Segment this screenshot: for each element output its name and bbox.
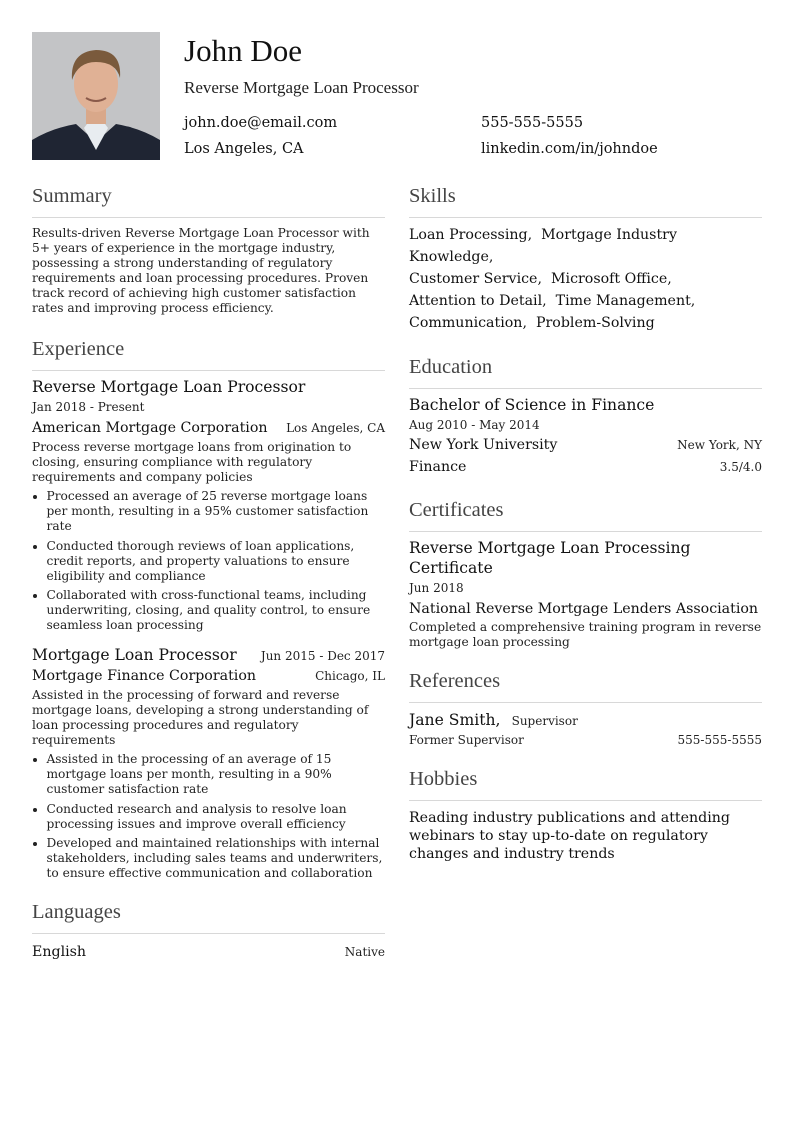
job-description: Assisted in the processing of forward and reverse mortgage loans, developing a strong understanding of loan processing procedures and regulatory requirements [32,688,369,747]
job-company: Mortgage Finance Corporation [32,668,257,684]
language-level: Native [344,945,385,959]
gpa: 3.5/4.0 [719,460,762,474]
references-heading: References [409,668,762,703]
reference-relation: Former Supervisor [409,733,524,747]
job-bullet: • Collaborated with cross-functional teams, including underwriting, closing, and quality control, to ensure seamless loan processing [47,588,386,633]
job-bullets [32,752,385,881]
summary-text: Results-driven Reverse Mortgage Loan Processor with 5+ years of experience in the mortgage industry, possessing a strong understanding of regulatory requirements and loan processing procedures. Proven track record of achieving high customer satisfaction rates and improving process efficiency. [32,226,370,315]
location: Los Angeles, CA [184,141,304,157]
job-dates: Jun 2015 - Dec 2017 [260,649,385,663]
job-bullets [32,489,385,633]
school-location: New York, NY [677,438,762,452]
job-location: Los Angeles, CA [286,421,385,435]
education-section [409,354,762,477]
profile-photo [32,32,160,160]
job-location: Chicago, IL [315,669,385,683]
reference-role: Supervisor [511,714,578,728]
reference-name: Jane Smith, [409,711,501,729]
hobbies-section [409,766,762,863]
skill-item: Communication, [409,315,527,331]
summary-section [32,183,385,316]
certificate-description: Completed a comprehensive training program in reverse mortgage loan processing [409,620,762,649]
experience-section [32,336,385,881]
certificates-section [409,497,762,650]
skill-item: Problem-Solving [535,315,655,331]
right-column [409,183,762,863]
phone-number[interactable]: 555-555-5555 [481,115,584,131]
languages-heading: Languages [32,899,385,934]
candidate-name: John Doe [184,33,302,68]
email-link[interactable]: john.doe@email.com [184,115,338,131]
skill-item: Mortgage Industry Knowledge, [409,227,677,265]
certificate-name: Reverse Mortgage Loan Processing Certificate [409,539,691,577]
hobbies-text: Reading industry publications and attending webinars to stay up-to-date on regulatory changes and industry trends [409,810,730,862]
job-entry [32,645,385,881]
skills-list [409,224,762,334]
job-title: Mortgage Loan Processor [32,646,237,664]
references-section [409,668,762,748]
language-name: English [32,944,87,960]
reference-phone: 555-555-5555 [677,733,762,747]
job-bullet: • Developed and maintained relationships with internal stakeholders, including sales teams and underwriters, to ensure effective communication and collaboration [47,836,386,881]
portrait-image [32,32,160,160]
experience-heading: Experience [32,336,385,371]
education-dates: Aug 2010 - May 2014 [409,418,540,432]
certificate-issuer: National Reverse Mortgage Lenders Association [409,601,759,617]
skills-section [409,183,762,334]
hobbies-heading: Hobbies [409,766,762,801]
languages-section [32,899,385,962]
left-column [32,183,385,962]
skills-heading: Skills [409,183,762,218]
candidate-title: Reverse Mortgage Loan Processor [184,78,419,97]
school-name: New York University [409,437,558,453]
degree: Bachelor of Science in Finance [409,396,655,414]
job-bullet: • Processed an average of 25 reverse mortgage loans per month, resulting in a 95% customer satisfaction rate [47,489,386,534]
field-of-study: Finance [409,459,467,475]
skill-item: Attention to Detail, [409,293,547,309]
language-row [32,942,385,962]
summary-heading: Summary [32,183,385,218]
skill-item: Loan Processing, [409,227,533,243]
linkedin-link[interactable]: linkedin.com/in/johndoe [481,141,658,157]
skill-item: Microsoft Office, [551,271,672,287]
job-bullet: • Conducted research and analysis to resolve loan processing issues and improve overall efficiency [47,802,386,832]
certificates-heading: Certificates [409,497,762,532]
job-company: American Mortgage Corporation [32,420,268,436]
education-heading: Education [409,354,762,389]
job-bullet: • Conducted thorough reviews of loan applications, credit reports, and property valuations to ensure eligibility and compliance [47,539,386,584]
job-bullet: • Assisted in the processing of an average of 15 mortgage loans per month, resulting in a 90% customer satisfaction rate [47,752,386,797]
job-description: Process reverse mortgage loans from origination to closing, ensuring compliance with regulatory requirements and company policies [32,440,352,484]
certificate-date: Jun 2018 [409,581,464,595]
skill-item: Time Management, [555,293,696,309]
job-entry [32,377,385,633]
skill-item: Customer Service, [409,271,542,287]
job-dates: Jan 2018 - Present [32,400,145,414]
job-title: Reverse Mortgage Loan Processor [32,378,306,396]
